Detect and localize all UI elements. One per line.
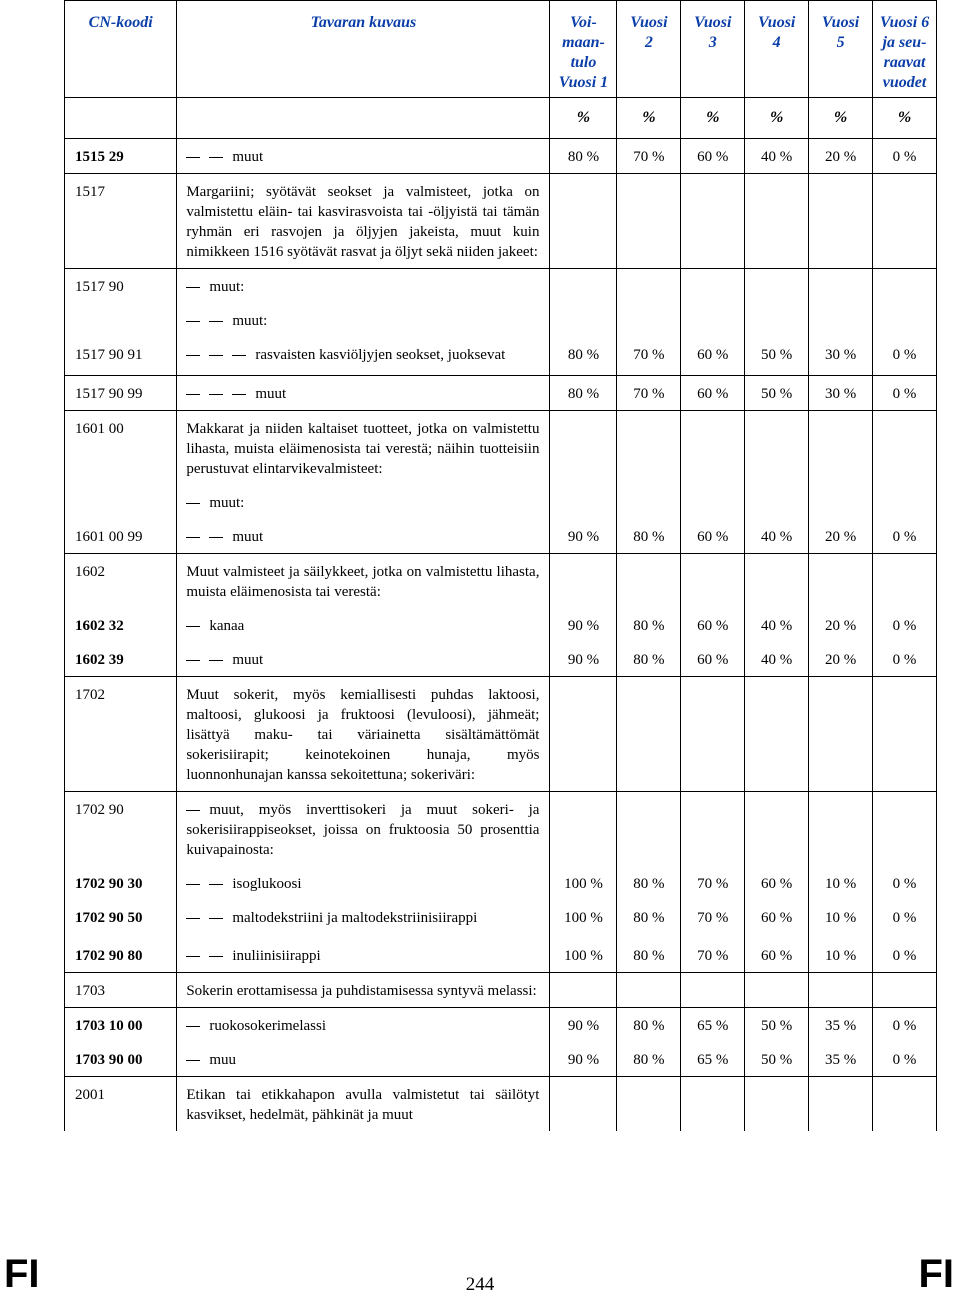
rate-year-2 bbox=[617, 303, 681, 337]
rate-year-5: 20 % bbox=[809, 642, 873, 677]
rate-year-2: 80 % bbox=[617, 519, 681, 554]
goods-description bbox=[177, 1077, 550, 1132]
table-row bbox=[65, 1008, 937, 1043]
rate-year-6: 0 % bbox=[873, 1008, 937, 1043]
cn-code: 1702 90 30 bbox=[65, 866, 177, 900]
indent-dash bbox=[209, 355, 223, 356]
rate-year-6 bbox=[873, 1077, 937, 1132]
rate-year-4 bbox=[745, 303, 809, 337]
percent-sign: % bbox=[745, 98, 809, 139]
cn-code: 1703 90 00 bbox=[65, 1042, 177, 1077]
rate-year-4 bbox=[745, 792, 809, 867]
table-row bbox=[65, 337, 937, 376]
rate-year-4 bbox=[745, 973, 809, 1008]
header-year-4: Vuosi 4 bbox=[745, 1, 809, 98]
table-body bbox=[65, 139, 937, 1132]
header-description: Tavaran kuvaus bbox=[177, 1, 550, 98]
table-row bbox=[65, 1077, 937, 1132]
percent-row bbox=[65, 98, 937, 139]
table-row bbox=[65, 973, 937, 1008]
rate-year-3 bbox=[681, 269, 745, 304]
rate-year-2 bbox=[617, 411, 681, 486]
tariff-document bbox=[64, 0, 937, 1131]
rate-year-3 bbox=[681, 677, 745, 792]
rate-year-1: 90 % bbox=[550, 1008, 617, 1043]
rate-year-6: 0 % bbox=[873, 866, 937, 900]
rate-year-6: 0 % bbox=[873, 900, 937, 938]
rate-year-3 bbox=[681, 554, 745, 609]
goods-description bbox=[177, 411, 550, 486]
rate-year-5: 20 % bbox=[809, 608, 873, 642]
cn-code: 1602 32 bbox=[65, 608, 177, 642]
description-text: ruokosokerimelassi bbox=[209, 1018, 326, 1034]
goods-description bbox=[177, 174, 550, 269]
indent-dash bbox=[186, 1026, 200, 1027]
rate-year-1: 100 % bbox=[550, 900, 617, 938]
rate-year-2: 80 % bbox=[617, 1042, 681, 1077]
rate-year-5 bbox=[809, 792, 873, 867]
indent-dash bbox=[209, 394, 223, 395]
rate-year-2 bbox=[617, 677, 681, 792]
indent-dash bbox=[186, 956, 200, 957]
indent-dash bbox=[186, 355, 200, 356]
description-text: kanaa bbox=[209, 618, 245, 634]
rate-year-5: 30 % bbox=[809, 376, 873, 411]
rate-year-5 bbox=[809, 677, 873, 792]
table-row bbox=[65, 677, 937, 792]
goods-description bbox=[177, 1042, 550, 1077]
percent-blank-desc bbox=[177, 98, 550, 139]
percent-blank-code bbox=[65, 98, 177, 139]
rate-year-6 bbox=[873, 174, 937, 269]
rate-year-3 bbox=[681, 485, 745, 519]
rate-year-5: 10 % bbox=[809, 900, 873, 938]
rate-year-2: 70 % bbox=[617, 337, 681, 376]
rate-year-4 bbox=[745, 554, 809, 609]
rate-year-4: 40 % bbox=[745, 139, 809, 174]
rate-year-4 bbox=[745, 485, 809, 519]
cn-code: 1702 90 50 bbox=[65, 900, 177, 938]
rate-year-3: 70 % bbox=[681, 900, 745, 938]
rate-year-6 bbox=[873, 411, 937, 486]
rate-year-2: 80 % bbox=[617, 608, 681, 642]
indent-dash bbox=[209, 321, 223, 322]
indent-dash bbox=[209, 157, 223, 158]
rate-year-6 bbox=[873, 792, 937, 867]
cn-code: 1702 90 80 bbox=[65, 938, 177, 973]
cn-code: 1702 90 bbox=[65, 792, 177, 867]
table-row bbox=[65, 139, 937, 174]
rate-year-6: 0 % bbox=[873, 376, 937, 411]
rate-year-4 bbox=[745, 677, 809, 792]
footer-language-right: FI bbox=[918, 1252, 954, 1296]
rate-year-3 bbox=[681, 973, 745, 1008]
description-text: Sokerin erottamisessa ja puhdistamisessa syntyvä melassi: bbox=[186, 983, 537, 999]
goods-description bbox=[177, 485, 550, 519]
percent-sign: % bbox=[873, 98, 937, 139]
cn-code: 1703 bbox=[65, 973, 177, 1008]
goods-description bbox=[177, 1008, 550, 1043]
description-text: muut bbox=[232, 652, 264, 668]
description-text: inuliinisiirappi bbox=[232, 948, 321, 964]
rate-year-4: 50 % bbox=[745, 376, 809, 411]
goods-description bbox=[177, 866, 550, 900]
table-row bbox=[65, 900, 937, 938]
indent-dash bbox=[209, 660, 223, 661]
rate-year-1: 90 % bbox=[550, 1042, 617, 1077]
rate-year-6 bbox=[873, 677, 937, 792]
header-row bbox=[65, 1, 937, 98]
goods-description bbox=[177, 973, 550, 1008]
goods-description bbox=[177, 677, 550, 792]
cn-code: 1601 00 bbox=[65, 411, 177, 486]
rate-year-1 bbox=[550, 792, 617, 867]
rate-year-2: 70 % bbox=[617, 139, 681, 174]
goods-description bbox=[177, 269, 550, 304]
rate-year-2: 80 % bbox=[617, 642, 681, 677]
goods-description bbox=[177, 337, 550, 376]
table-row bbox=[65, 1042, 937, 1077]
description-text: Muut valmisteet ja säilykkeet, jotka on valmistettu lihasta, muista eläimenosista tai verestä: bbox=[186, 564, 540, 600]
rate-year-2 bbox=[617, 1077, 681, 1132]
description-text: rasvaisten kasviöljyjen seokset, juoksevat bbox=[255, 347, 506, 363]
rate-year-6 bbox=[873, 269, 937, 304]
indent-dash bbox=[186, 810, 200, 811]
rate-year-2 bbox=[617, 792, 681, 867]
goods-description bbox=[177, 519, 550, 554]
indent-dash bbox=[232, 355, 246, 356]
rate-year-5 bbox=[809, 1077, 873, 1132]
rate-year-6: 0 % bbox=[873, 938, 937, 973]
rate-year-5: 20 % bbox=[809, 519, 873, 554]
rate-year-5: 10 % bbox=[809, 866, 873, 900]
rate-year-1: 80 % bbox=[550, 337, 617, 376]
description-text: isoglukoosi bbox=[232, 876, 302, 892]
description-text: muut: bbox=[209, 279, 245, 295]
rate-year-3 bbox=[681, 411, 745, 486]
cn-code bbox=[65, 485, 177, 519]
table-row bbox=[65, 608, 937, 642]
percent-sign: % bbox=[550, 98, 617, 139]
rate-year-1: 80 % bbox=[550, 139, 617, 174]
rate-year-6: 0 % bbox=[873, 642, 937, 677]
rate-year-1 bbox=[550, 303, 617, 337]
rate-year-4: 50 % bbox=[745, 337, 809, 376]
cn-code: 2001 bbox=[65, 1077, 177, 1132]
rate-year-6 bbox=[873, 554, 937, 609]
goods-description bbox=[177, 938, 550, 973]
rate-year-1: 100 % bbox=[550, 866, 617, 900]
rate-year-4 bbox=[745, 269, 809, 304]
goods-description bbox=[177, 303, 550, 337]
rate-year-1 bbox=[550, 1077, 617, 1132]
cn-code: 1517 90 bbox=[65, 269, 177, 304]
table-row bbox=[65, 554, 937, 609]
rate-year-5: 20 % bbox=[809, 139, 873, 174]
description-text: muut, myös inverttisokeri ja muut sokeri- ja sokerisiirappiseokset, joissa on fruktoosia 50 prosenttia kuivapainosta: bbox=[186, 802, 540, 858]
rate-year-2: 80 % bbox=[617, 900, 681, 938]
header-year-2: Vuosi 2 bbox=[617, 1, 681, 98]
rate-year-3: 60 % bbox=[681, 139, 745, 174]
rate-year-3: 70 % bbox=[681, 938, 745, 973]
rate-year-4: 40 % bbox=[745, 608, 809, 642]
rate-year-4: 50 % bbox=[745, 1008, 809, 1043]
rate-year-5: 35 % bbox=[809, 1008, 873, 1043]
indent-dash bbox=[186, 287, 200, 288]
rate-year-3: 60 % bbox=[681, 519, 745, 554]
rate-year-4: 60 % bbox=[745, 866, 809, 900]
table-row bbox=[65, 938, 937, 973]
description-text: muut bbox=[232, 529, 264, 545]
table-row bbox=[65, 792, 937, 867]
rate-year-4: 60 % bbox=[745, 938, 809, 973]
goods-description bbox=[177, 792, 550, 867]
footer-language-left: FI bbox=[4, 1252, 40, 1296]
rate-year-3 bbox=[681, 792, 745, 867]
rate-year-2 bbox=[617, 269, 681, 304]
rate-year-5: 35 % bbox=[809, 1042, 873, 1077]
percent-sign: % bbox=[809, 98, 873, 139]
rate-year-6 bbox=[873, 485, 937, 519]
rate-year-1: 90 % bbox=[550, 642, 617, 677]
rate-year-1 bbox=[550, 973, 617, 1008]
rate-year-6: 0 % bbox=[873, 337, 937, 376]
rate-year-1 bbox=[550, 677, 617, 792]
rate-year-2 bbox=[617, 485, 681, 519]
rate-year-5 bbox=[809, 269, 873, 304]
goods-description bbox=[177, 608, 550, 642]
description-text: muut: bbox=[232, 313, 268, 329]
rate-year-6: 0 % bbox=[873, 1042, 937, 1077]
rate-year-1 bbox=[550, 485, 617, 519]
description-text: Muut sokerit, myös kemiallisesti puhdas laktoosi, maltoosi, glukoosi ja fruktoosi (levuloosi), jähmeät; lisättyä maku- tai väriainetta sisältämättömät sokerisiirapit; keinotekoinen hunaja, myös luonnonhunajan kanssa sekoitettuna; sokeriväri: bbox=[186, 687, 540, 783]
rate-year-1 bbox=[550, 411, 617, 486]
rate-year-1: 80 % bbox=[550, 376, 617, 411]
cn-code: 1702 bbox=[65, 677, 177, 792]
cn-code bbox=[65, 303, 177, 337]
tariff-table bbox=[64, 0, 937, 1131]
table-row bbox=[65, 174, 937, 269]
rate-year-3: 60 % bbox=[681, 608, 745, 642]
rate-year-1 bbox=[550, 554, 617, 609]
rate-year-1: 90 % bbox=[550, 608, 617, 642]
rate-year-1 bbox=[550, 269, 617, 304]
rate-year-3 bbox=[681, 174, 745, 269]
description-text: muut bbox=[255, 386, 287, 402]
rate-year-3: 60 % bbox=[681, 337, 745, 376]
description-text: Makkarat ja niiden kaltaiset tuotteet, jotka on valmistettu lihasta, muista eläimenosista tai verestä; näihin tuotteisiin perustuvat elintarvikevalmisteet: bbox=[186, 421, 540, 477]
rate-year-3: 60 % bbox=[681, 376, 745, 411]
rate-year-6: 0 % bbox=[873, 608, 937, 642]
page-number: 244 bbox=[465, 1274, 495, 1295]
goods-description bbox=[177, 139, 550, 174]
description-text: muut: bbox=[209, 495, 245, 511]
indent-dash bbox=[186, 394, 200, 395]
rate-year-2 bbox=[617, 973, 681, 1008]
indent-dash bbox=[186, 321, 200, 322]
rate-year-2: 80 % bbox=[617, 866, 681, 900]
description-text: Margariini; syötävät seokset ja valmisteet, jotka on valmistettu eläin- tai kasvirasvoista tai -öljyistä tai tämän ryhmän eri rasvojen ja öljyjen jakeista, muut kuin nimikkeen 1516 syötävät rasvat ja öljyt sekä niiden jakeet: bbox=[186, 184, 540, 260]
rate-year-4 bbox=[745, 174, 809, 269]
indent-dash bbox=[186, 626, 200, 627]
rate-year-2: 70 % bbox=[617, 376, 681, 411]
rate-year-5 bbox=[809, 973, 873, 1008]
rate-year-4: 40 % bbox=[745, 519, 809, 554]
rate-year-5 bbox=[809, 554, 873, 609]
goods-description bbox=[177, 376, 550, 411]
indent-dash bbox=[186, 660, 200, 661]
description-text: muut bbox=[232, 149, 264, 165]
table-row bbox=[65, 411, 937, 486]
table-row bbox=[65, 269, 937, 304]
cn-code: 1601 00 99 bbox=[65, 519, 177, 554]
rate-year-4 bbox=[745, 411, 809, 486]
cn-code: 1602 39 bbox=[65, 642, 177, 677]
rate-year-5 bbox=[809, 303, 873, 337]
rate-year-3: 60 % bbox=[681, 642, 745, 677]
cn-code: 1515 29 bbox=[65, 139, 177, 174]
indent-dash bbox=[209, 884, 223, 885]
rate-year-3: 65 % bbox=[681, 1008, 745, 1043]
indent-dash bbox=[209, 918, 223, 919]
rate-year-5 bbox=[809, 174, 873, 269]
cn-code: 1517 bbox=[65, 174, 177, 269]
rate-year-3 bbox=[681, 1077, 745, 1132]
description-text: maltodekstriini ja maltodekstriinisiirappi bbox=[232, 910, 478, 926]
rate-year-2: 80 % bbox=[617, 938, 681, 973]
rate-year-1 bbox=[550, 174, 617, 269]
rate-year-5 bbox=[809, 485, 873, 519]
cn-code: 1703 10 00 bbox=[65, 1008, 177, 1043]
indent-dash bbox=[186, 918, 200, 919]
rate-year-2: 80 % bbox=[617, 1008, 681, 1043]
percent-sign: % bbox=[617, 98, 681, 139]
rate-year-1: 100 % bbox=[550, 938, 617, 973]
description-text: muu bbox=[209, 1052, 237, 1068]
rate-year-3: 65 % bbox=[681, 1042, 745, 1077]
rate-year-6 bbox=[873, 303, 937, 337]
table-row bbox=[65, 642, 937, 677]
rate-year-3: 70 % bbox=[681, 866, 745, 900]
rate-year-2 bbox=[617, 554, 681, 609]
percent-sign: % bbox=[681, 98, 745, 139]
rate-year-4 bbox=[745, 1077, 809, 1132]
indent-dash bbox=[186, 157, 200, 158]
table-row bbox=[65, 376, 937, 411]
table-row bbox=[65, 866, 937, 900]
header-cn-code: CN-koodi bbox=[65, 1, 177, 98]
indent-dash bbox=[186, 884, 200, 885]
table-row bbox=[65, 485, 937, 519]
indent-dash bbox=[209, 537, 223, 538]
indent-dash bbox=[232, 394, 246, 395]
rate-year-5 bbox=[809, 411, 873, 486]
header-year-1: Voi- maan- tulo Vuosi 1 bbox=[550, 1, 617, 98]
indent-dash bbox=[186, 1060, 200, 1061]
rate-year-6 bbox=[873, 973, 937, 1008]
table-row bbox=[65, 303, 937, 337]
indent-dash bbox=[209, 956, 223, 957]
rate-year-4: 50 % bbox=[745, 1042, 809, 1077]
header-year-3: Vuosi 3 bbox=[681, 1, 745, 98]
cn-code: 1517 90 91 bbox=[65, 337, 177, 376]
goods-description bbox=[177, 900, 550, 938]
rate-year-2 bbox=[617, 174, 681, 269]
rate-year-5: 10 % bbox=[809, 938, 873, 973]
header-year-5: Vuosi 5 bbox=[809, 1, 873, 98]
rate-year-5: 30 % bbox=[809, 337, 873, 376]
rate-year-6: 0 % bbox=[873, 519, 937, 554]
description-text: Etikan tai etikkahapon avulla valmistetut tai säilötyt kasvikset, hedelmät, pähkinät ja muut bbox=[186, 1087, 540, 1123]
header-year-6: Vuosi 6 ja seu- raavat vuodet bbox=[873, 1, 937, 98]
rate-year-4: 60 % bbox=[745, 900, 809, 938]
goods-description bbox=[177, 554, 550, 609]
cn-code: 1602 bbox=[65, 554, 177, 609]
table-row bbox=[65, 519, 937, 554]
rate-year-3 bbox=[681, 303, 745, 337]
rate-year-6: 0 % bbox=[873, 139, 937, 174]
rate-year-1: 90 % bbox=[550, 519, 617, 554]
indent-dash bbox=[186, 503, 200, 504]
goods-description bbox=[177, 642, 550, 677]
rate-year-4: 40 % bbox=[745, 642, 809, 677]
cn-code: 1517 90 99 bbox=[65, 376, 177, 411]
indent-dash bbox=[186, 537, 200, 538]
